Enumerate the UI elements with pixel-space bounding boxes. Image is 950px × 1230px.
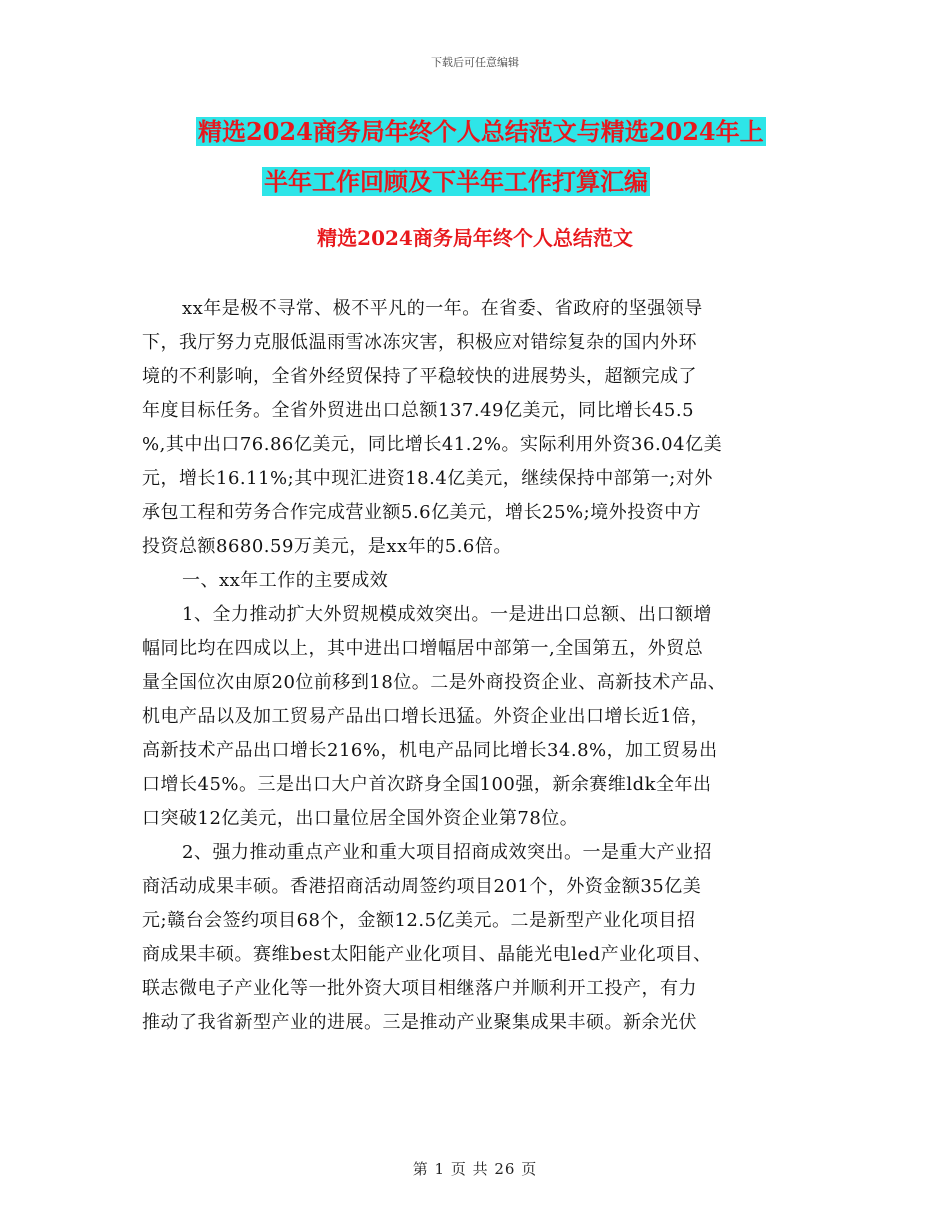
body-line: 下，我厅努力克服低温雨雪冰冻灾害，积极应对错综复杂的国内外环	[142, 332, 697, 353]
body-line: 境的不利影响，全省外经贸保持了平稳较快的进展势头，超额完成了	[142, 366, 697, 387]
body-line: 1、全力推动扩大外贸规模成效突出。一是进出口总额、出口额增	[182, 604, 712, 625]
body-text	[142, 292, 812, 1040]
body-line: 高新技术产品出口增长216%，机电产品同比增长34.8%，加工贸易出	[142, 740, 718, 761]
body-line: 承包工程和劳务合作完成营业额5.6亿美元，增长25%;境外投资中方	[142, 502, 702, 523]
section-heading: 一、xx年工作的主要成效	[182, 570, 389, 591]
body-line: 2、强力推动重点产业和重大项目招商成效突出。一是重大产业招	[182, 842, 712, 863]
body-line: %,其中出口76.86亿美元，同比增长41.2%。实际利用外资36.04亿美	[142, 434, 723, 455]
title-line-2: 半年工作回顾及下半年工作打算汇编	[264, 167, 648, 196]
body-line: 口增长45%。三是出口大户首次跻身全国100强，新余赛维ldk全年出	[142, 774, 712, 795]
body-line: 联志微电子产业化等一批外资大项目相继落户并顺利开工投产，有力	[142, 978, 697, 999]
body-line: 元，增长16.11%;其中现汇进资18.4亿美元，继续保持中部第一;对外	[142, 468, 713, 489]
body-line: 商活动成果丰硕。香港招商活动周签约项目201个，外资金额35亿美	[142, 876, 702, 897]
body-line: xx年是极不寻常、极不平凡的一年。在省委、省政府的坚强领导	[182, 298, 703, 319]
section-title: 精选2024商务局年终个人总结范文	[317, 226, 633, 250]
body-line: 投资总额8680.59万美元，是xx年的5.6倍。	[142, 536, 512, 557]
page-header: 下载后可任意编辑	[431, 56, 519, 69]
body-line: 商成果丰硕。赛维best太阳能产业化项目、晶能光电led产业化项目、	[142, 944, 712, 965]
title-line-1: 精选2024商务局年终个人总结范文与精选2024年上	[198, 117, 764, 146]
page-footer: 第 1 页 共 26 页	[412, 1160, 538, 1178]
body-line: 推动了我省新型产业的进展。三是推动产业聚集成果丰硕。新余光伏	[142, 1012, 697, 1033]
body-line: 机电产品以及加工贸易产品出口增长迅猛。外资企业出口增长近1倍，	[142, 706, 709, 727]
body-line: 年度目标任务。全省外贸进出口总额137.49亿美元，同比增长45.5	[142, 400, 695, 421]
document-title	[170, 110, 810, 204]
body-line: 元;赣台会签约项目68个，金额12.5亿美元。二是新型产业化项目招	[142, 910, 696, 931]
body-line: 量全国位次由原20位前移到18位。二是外商投资企业、高新技术产品、	[142, 672, 727, 693]
body-line: 口突破12亿美元，出口量位居全国外资企业第78位。	[142, 808, 579, 829]
body-line: 幅同比均在四成以上，其中进出口增幅居中部第一,全国第五，外贸总	[142, 638, 704, 659]
